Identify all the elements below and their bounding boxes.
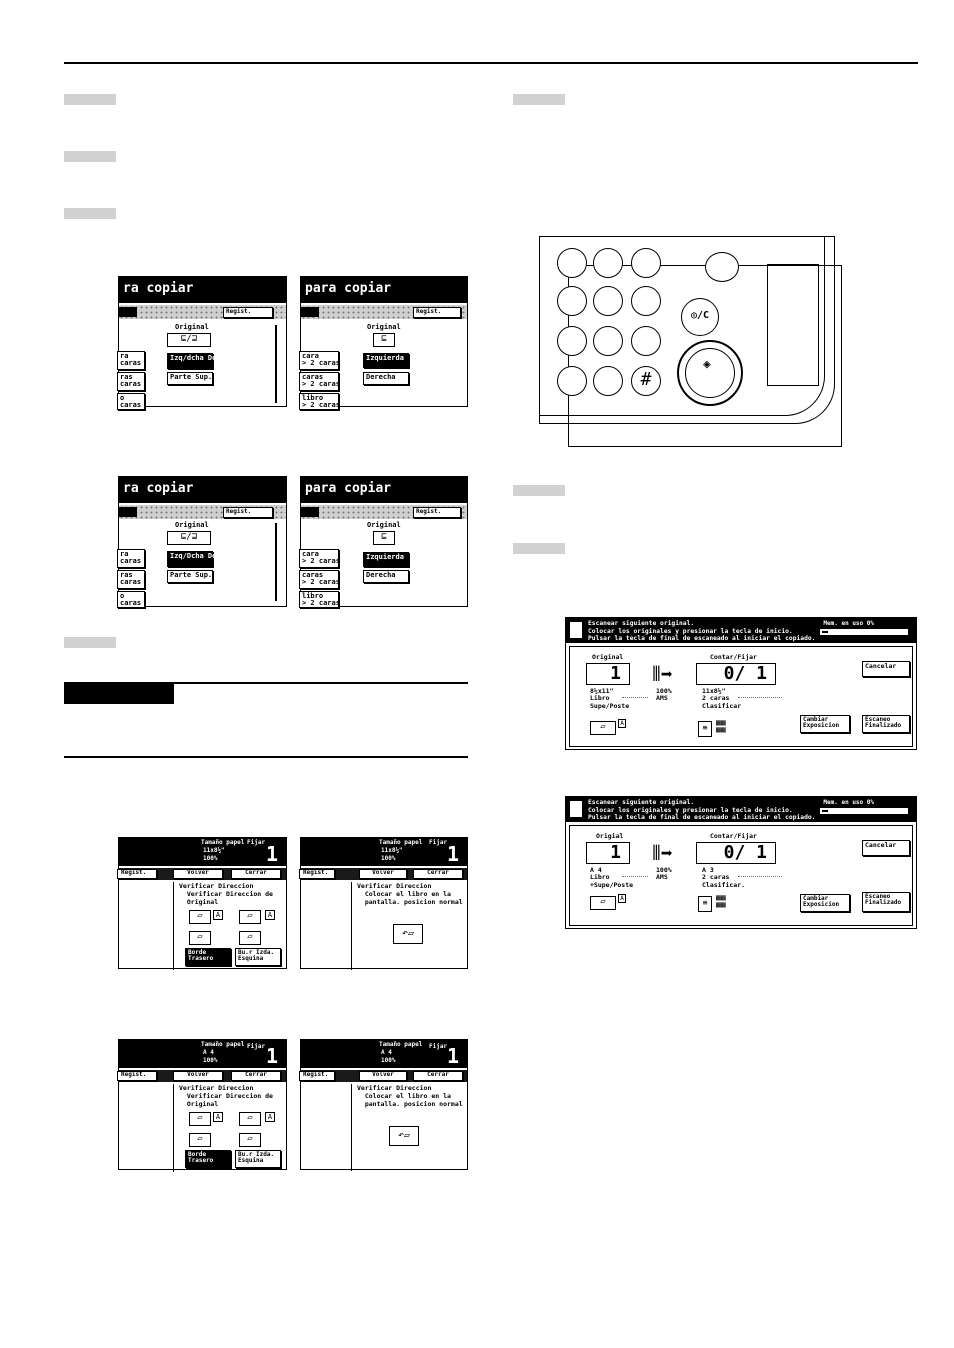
step-marker xyxy=(64,208,116,219)
left-info: A 4 Libro +Supe/Poste xyxy=(590,866,634,889)
memory-bar xyxy=(820,808,908,814)
note-bottom-rule xyxy=(64,756,468,758)
scan-message: Escanear siguiente original. Colocar los originales y presionar la tecla de inicio. Pulsar la tecla de final de escaneado al iniciar el copiado. xyxy=(588,799,816,822)
paper-label: Tamaño papel xyxy=(201,1041,245,1048)
note-label-block xyxy=(64,684,174,704)
mid-info: 100% AMS xyxy=(656,866,672,882)
copy-count: 1 xyxy=(446,1044,459,1068)
left-corner-button[interactable]: Bu.r Izda. Esquina xyxy=(235,948,281,966)
direction-panel xyxy=(300,1039,468,1170)
scan-finish-button[interactable]: Escaneo Finalizado xyxy=(862,892,910,912)
left-corner-button[interactable]: Bu.r Izda. Esquina xyxy=(235,1150,281,1168)
mode-button[interactable]: libro > 2 caras xyxy=(299,393,339,410)
panel-title: ra copiar xyxy=(119,277,286,303)
scan-finish-button[interactable]: Escaneo Finalizado xyxy=(862,715,910,733)
book-icon: ▱ xyxy=(189,931,211,945)
close-button[interactable]: Cerrar xyxy=(231,1071,281,1081)
panel-divider xyxy=(275,325,277,403)
control-panel-illustration xyxy=(568,265,842,447)
counter-label: Contar/Fijar xyxy=(710,832,757,840)
original-header: Original xyxy=(367,323,401,331)
scan-body xyxy=(569,646,913,747)
book-placement-icon: ↶▱ xyxy=(393,924,423,944)
original-header: Original xyxy=(175,323,209,331)
nav-bar xyxy=(301,1070,467,1082)
a-icon: A xyxy=(618,719,626,728)
copy-count: 1 xyxy=(265,1044,278,1068)
binding-icon: ⊑ xyxy=(373,531,395,545)
direction-text: Verificar Direccion Verificar Direccion de Original xyxy=(179,1084,273,1108)
paper-label: Tamaño papel xyxy=(379,1041,423,1048)
mode-button[interactable]: libro > 2 caras xyxy=(299,591,339,608)
regist-button[interactable]: Regist. xyxy=(117,869,157,879)
option-left-right-button[interactable]: Izq/Dcha Derecha xyxy=(167,551,213,567)
scan-screen xyxy=(565,617,917,750)
original-count: 1 xyxy=(586,842,630,864)
panel-tab xyxy=(301,307,319,317)
step-marker xyxy=(64,94,116,105)
panel-edge xyxy=(539,236,835,424)
change-exposure-button[interactable]: Cambiar Exposicion xyxy=(800,715,850,733)
binding-icon: ⊑ xyxy=(373,333,395,347)
copy-count: 1 xyxy=(446,842,459,866)
zoom-value: 100% xyxy=(381,1057,396,1064)
regist-button[interactable]: Regist. xyxy=(413,307,461,318)
sort-icon: ▦▦ ▦▦ xyxy=(716,718,726,734)
paper-size: A 4 xyxy=(203,1049,214,1056)
mode-button[interactable]: cara > 2 caras xyxy=(299,549,339,568)
a-icon: A xyxy=(265,910,275,920)
mode-button[interactable]: cara > 2 caras xyxy=(299,351,339,370)
right-info: 11x8½" 2 caras Clasificar xyxy=(702,687,742,710)
regist-button[interactable]: Regist. xyxy=(223,307,273,318)
panel-divider xyxy=(351,1084,352,1171)
status-bar xyxy=(119,838,286,866)
direction-panel xyxy=(118,1039,287,1170)
book-icon: ▱ xyxy=(189,910,211,924)
stop-icon: ◎ xyxy=(690,310,697,321)
back-edge-button[interactable]: Borde Trasero xyxy=(185,948,231,966)
arrow-icon: ⦀➡ xyxy=(652,841,673,865)
original-label: Origial xyxy=(596,832,624,840)
back-button[interactable]: Volver xyxy=(173,869,223,879)
step-marker xyxy=(513,94,565,105)
nav-bar xyxy=(119,1070,286,1082)
step-marker xyxy=(513,543,565,554)
a-icon: A xyxy=(618,894,626,903)
document-icon xyxy=(570,622,582,638)
zoom-value: 100% xyxy=(203,1057,218,1064)
right-info: A 3 2 caras Clasificar. xyxy=(702,866,746,889)
cancel-button[interactable]: Cancelar xyxy=(862,661,910,677)
book-icon: ▱ xyxy=(239,910,261,924)
regist-button[interactable]: Regist. xyxy=(299,1071,335,1081)
nav-bar xyxy=(119,868,286,880)
paper-size: 11x8½" xyxy=(381,847,403,854)
book-icon: ▱ xyxy=(590,896,616,910)
panel-tab xyxy=(119,307,137,317)
original-panel xyxy=(300,476,468,607)
book-icon: ▱ xyxy=(239,1133,261,1147)
back-button[interactable]: Volver xyxy=(173,1071,223,1081)
mode-button[interactable]: caras > 2 caras xyxy=(299,372,339,391)
mode-button[interactable]: ra caras xyxy=(117,351,145,370)
status-bar xyxy=(119,1040,286,1068)
a-icon: A xyxy=(265,1112,275,1122)
option-right-button[interactable]: Derecha xyxy=(363,372,409,385)
direction-text: Verificar Direccion Colocar el libro en la pantalla. posicion normal xyxy=(357,1084,463,1108)
fijar-label: Fijar xyxy=(247,1043,266,1050)
cancel-button[interactable]: Cancelar xyxy=(862,840,910,856)
panel-tab xyxy=(119,507,137,517)
arrow-icon: ⦀➡ xyxy=(652,662,673,686)
panel-title: para copiar xyxy=(301,477,467,503)
panel-divider xyxy=(173,882,174,970)
original-panel xyxy=(118,476,287,607)
mode-button[interactable]: ras caras xyxy=(117,570,145,589)
document-icon xyxy=(570,801,582,817)
left-info: 8½x11" Libro Supe/Poste xyxy=(590,687,630,710)
mode-button[interactable]: ra caras xyxy=(117,549,145,568)
fijar-label: Fijar xyxy=(429,839,448,846)
mid-info: 100% AMS xyxy=(656,687,672,703)
original-header: Original xyxy=(175,521,209,529)
panel-divider xyxy=(351,882,352,970)
paper-label: Tamaño papel xyxy=(201,839,245,846)
memory-label: Mem. en uso 0% xyxy=(823,799,874,806)
regist-button[interactable]: Regist. xyxy=(223,507,273,518)
scan-screen xyxy=(565,796,917,929)
status-bar xyxy=(301,838,467,866)
header-rule xyxy=(64,62,918,64)
nav-bar xyxy=(301,868,467,880)
close-button[interactable]: Cerrar xyxy=(413,1071,463,1081)
option-right-button[interactable]: Derecha xyxy=(363,570,409,583)
regist-button[interactable]: Regist. xyxy=(413,507,461,518)
step-marker xyxy=(513,485,565,496)
fijar-label: Fijar xyxy=(247,839,266,846)
step-marker xyxy=(64,151,116,162)
panel-divider xyxy=(275,523,277,601)
hash-key[interactable]: # xyxy=(631,366,661,396)
mode-button[interactable]: ras caras xyxy=(117,372,145,391)
dotted-leader xyxy=(738,697,782,698)
option-top-button[interactable]: Parte Sup. xyxy=(167,372,213,385)
output-icon: ≡ xyxy=(698,721,712,737)
original-panel xyxy=(118,276,287,410)
paper-size: 11x8½" xyxy=(203,847,225,854)
sort-icon: ▦▦ ▦▦ xyxy=(716,893,726,909)
dotted-leader xyxy=(622,876,648,877)
back-edge-button[interactable]: Borde Trasero xyxy=(185,1150,231,1168)
original-header: Original xyxy=(367,521,401,529)
scan-message: Escanear siguiente original. Colocar los originales y presionar la tecla de inicio. Pulsar la tecla de final de escaneado al iniciar el copiado. xyxy=(588,620,816,643)
book-icon: ▱ xyxy=(239,1112,261,1126)
counter-value: 0/ 1 xyxy=(696,663,776,685)
back-button[interactable]: Volver xyxy=(359,1071,407,1081)
scan-header xyxy=(566,618,916,643)
step-marker xyxy=(64,637,116,648)
option-top-button[interactable]: Parte Sup. xyxy=(167,570,213,583)
a-icon: A xyxy=(213,1112,223,1122)
memory-bar xyxy=(820,629,908,635)
book-icon: ▱ xyxy=(189,1112,211,1126)
original-count: 1 xyxy=(586,663,630,685)
direction-panel xyxy=(118,837,287,969)
option-left-button[interactable]: Izquierda xyxy=(363,552,409,567)
start-icon: ◈ xyxy=(703,357,711,372)
regist-button[interactable]: Regist. xyxy=(299,869,335,879)
close-button[interactable]: Cerrar xyxy=(413,869,463,879)
mode-button[interactable]: o caras xyxy=(117,393,145,410)
back-button[interactable]: Volver xyxy=(359,869,407,879)
paper-label: Tamaño papel xyxy=(379,839,423,846)
binding-icon: ⊑/⊒ xyxy=(167,531,211,545)
direction-panel xyxy=(300,837,468,969)
status-bar xyxy=(301,1040,467,1068)
stop-clear-key[interactable]: ◎/C xyxy=(681,298,719,336)
copy-count: 1 xyxy=(265,842,278,866)
original-panel xyxy=(300,276,468,410)
fijar-label: Fijar xyxy=(429,1043,448,1050)
option-left-right-button[interactable]: Izq/dcha Derecha xyxy=(167,353,213,369)
panel-title: para copiar xyxy=(301,277,467,303)
book-icon: ▱ xyxy=(239,931,261,945)
close-button[interactable]: Cerrar xyxy=(231,869,281,879)
paper-size: A 4 xyxy=(381,1049,392,1056)
option-left-button[interactable]: Izquierda xyxy=(363,353,409,368)
original-label: Original xyxy=(592,653,624,661)
output-icon: ≡ xyxy=(698,896,712,912)
dotted-leader xyxy=(622,697,648,698)
zoom-value: 100% xyxy=(203,855,218,862)
zoom-value: 100% xyxy=(381,855,396,862)
book-placement-icon: ↶▱ xyxy=(389,1126,419,1146)
a-icon: A xyxy=(213,910,223,920)
change-exposure-button[interactable]: Cambiar Exposicion xyxy=(800,894,850,912)
counter-value: 0/ 1 xyxy=(696,842,776,864)
panel-title: ra copiar xyxy=(119,477,286,503)
counter-label: Contar/Fijar xyxy=(710,653,757,661)
direction-text: Verificar Direccion Colocar el libro en la pantalla. posicion normal xyxy=(357,882,463,906)
mode-button[interactable]: o caras xyxy=(117,591,145,608)
memory-label: Mem. en uso 0% xyxy=(823,620,874,627)
scan-body xyxy=(569,825,913,926)
dotted-leader xyxy=(738,876,782,877)
book-icon: ▱ xyxy=(189,1133,211,1147)
book-icon: ▱ xyxy=(590,721,616,735)
mode-button[interactable]: caras > 2 caras xyxy=(299,570,339,589)
regist-button[interactable]: Regist. xyxy=(117,1071,157,1081)
scan-header xyxy=(566,797,916,822)
direction-text: Verificar Direccion Verificar Direccion de Original xyxy=(179,882,273,906)
binding-icon: ⊑/⊒ xyxy=(167,333,211,347)
panel-tab xyxy=(301,507,319,517)
panel-divider xyxy=(173,1084,174,1172)
